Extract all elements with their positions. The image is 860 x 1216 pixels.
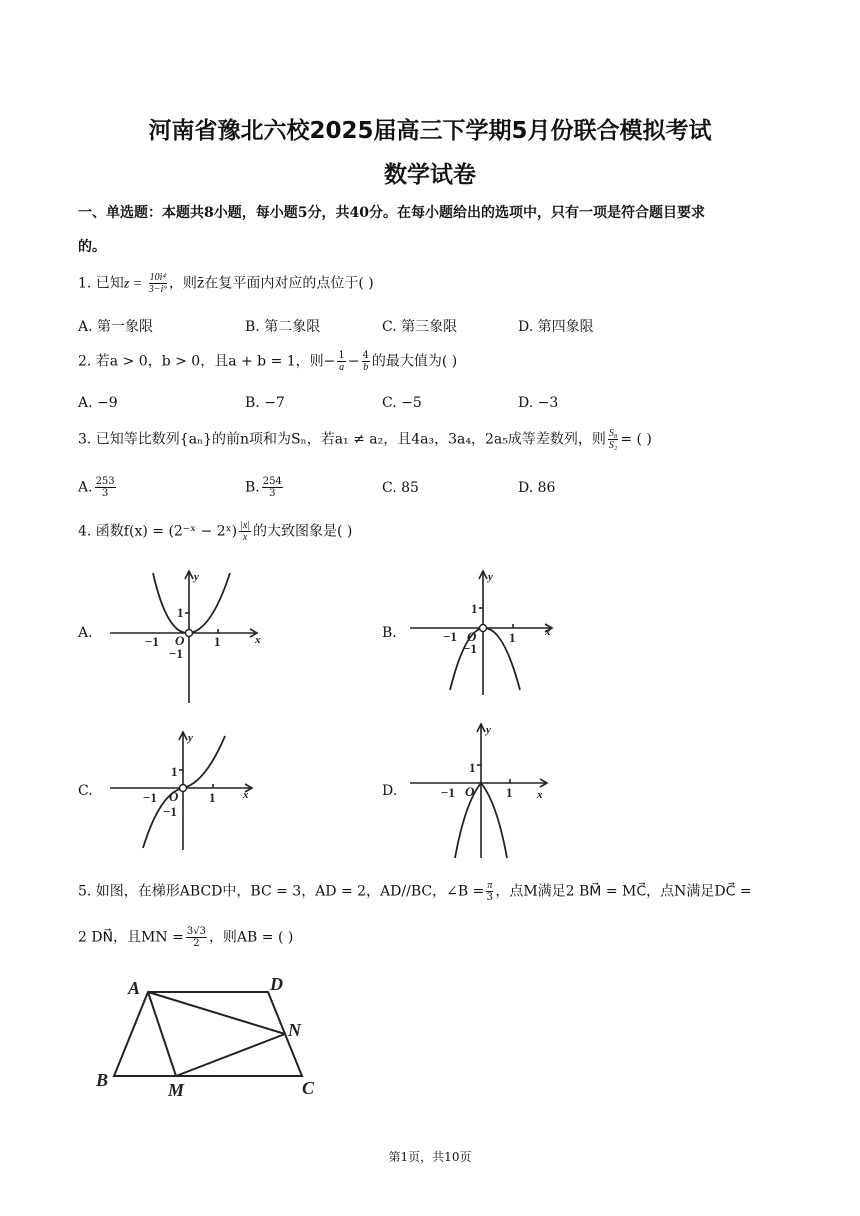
point-m-label: M	[168, 1080, 185, 1100]
question-2	[78, 350, 457, 373]
tick-one: 1	[469, 760, 476, 775]
tick-neg-one-x: −1	[145, 634, 159, 649]
tick-neg-one-x: −1	[443, 629, 457, 644]
q5-mn-fraction: $\frac{3√3}{2}$	[186, 926, 206, 949]
q2-rest: 的最大值为( )	[371, 353, 458, 370]
tick-one: 1	[471, 601, 478, 616]
q4-graph-c	[105, 728, 270, 853]
q1-option-b: B. 第二象限	[245, 319, 321, 335]
q1-z: z =	[123, 276, 143, 292]
q3-fraction: $\frac{\text{S₈}}{\text{S₂}}$	[608, 428, 618, 451]
x-label: x	[537, 789, 543, 801]
open-point	[480, 625, 487, 632]
tick-one-x: 1	[214, 634, 221, 649]
q2-minus: −	[347, 353, 360, 370]
x-label: x	[255, 634, 261, 646]
tick-neg-one: −1	[163, 804, 177, 819]
q2-fraction-1: $\frac{1}{a}$	[338, 350, 345, 373]
tick-neg-one-x: −1	[441, 785, 455, 800]
q1-option-d: D. 第四象限	[518, 319, 594, 335]
q3-option-a-fraction: $\frac{253}{3}$	[95, 476, 115, 499]
curve	[153, 573, 230, 633]
point-b-label: B	[96, 1070, 109, 1090]
q3-option-b: B. $\frac{254}{3}$	[245, 476, 282, 499]
q4-rest: 的大致图象是( )	[253, 523, 353, 540]
origin-label: O	[467, 629, 477, 644]
y-label: y	[188, 732, 193, 744]
question-1	[78, 272, 374, 295]
tick-one-x: 1	[509, 630, 516, 645]
tick-neg-one: −1	[169, 646, 183, 661]
point-c-label: C	[302, 1078, 315, 1098]
q3-prefix: 3. 已知等比数列{aₙ}的前n项和为Sₙ，若a₁ ≠ a₂，且4a₃，3a₄，2a₅成等差数列，则	[78, 431, 606, 448]
q5-trapezoid-figure	[90, 970, 330, 1100]
point-a-label: A	[128, 978, 141, 998]
q4-fraction: $\frac{|x|}{x}$	[240, 520, 251, 543]
q2-prefix: 2. 若a > 0，b > 0，且a + b = 1，则−	[78, 353, 336, 370]
point-n-label: N	[288, 1020, 301, 1040]
q4-option-b-label: B.	[382, 625, 397, 641]
section-heading-line2: 的。	[78, 239, 106, 255]
question-5-line1	[78, 880, 752, 903]
tick-neg-one: −1	[463, 641, 477, 656]
tick-one-x: 1	[209, 790, 216, 805]
q5-line2-prefix: 2 DN⃗，且MN =	[78, 929, 184, 946]
page-title: 河南省豫北六校2025届高三下学期5月份联合模拟考试	[148, 118, 712, 144]
q1-option-a: A. 第一象限	[78, 319, 154, 335]
open-point	[180, 785, 187, 792]
q2-option-d: D. −3	[518, 395, 559, 411]
q3-rest: = ( )	[620, 431, 652, 448]
q5-line1-prefix: 5. 如图，在梯形ABCD中，BC = 3，AD = 2，AD//BC，∠B =	[78, 883, 485, 900]
q1-prefix: 1. 已知	[78, 275, 124, 292]
tick-one-x: 1	[506, 785, 513, 800]
q4-prefix: 4. 函数f(x) = (2⁻ˣ − 2ˣ)	[78, 523, 238, 540]
q2-option-a: A. −9	[78, 395, 118, 411]
q1-option-c: C. 第三象限	[382, 319, 458, 335]
q3-option-b-fraction: $\frac{254}{3}$	[262, 476, 282, 499]
q5-angle-fraction: $\frac{\pi}{3}$	[486, 880, 493, 903]
y-label: y	[486, 724, 491, 736]
x-label: x	[545, 626, 551, 638]
open-point	[186, 630, 193, 637]
tick-one: 1	[171, 764, 178, 779]
q4-graph-d	[405, 718, 565, 863]
point-d-label: D	[270, 974, 283, 994]
q3-option-c: C. 85	[382, 480, 419, 496]
origin-label: O	[465, 784, 475, 799]
q5-line1-rest: ，点M满足2 BM⃗ = MC⃗，点N满足DC⃗ =	[495, 883, 752, 900]
q4-option-a-label: A.	[78, 625, 93, 641]
y-label: y	[488, 571, 493, 583]
origin-label: O	[169, 789, 179, 804]
segment-am	[148, 992, 176, 1076]
segment-an	[148, 992, 285, 1034]
question-5-line2	[78, 926, 293, 949]
q3-option-a: A. $\frac{253}{3}$	[78, 476, 115, 499]
q1-fraction: $\frac{\text{10i⁴}}{\text{3−i⁹}}$	[148, 272, 167, 295]
q2-option-c: C. −5	[382, 395, 422, 411]
q4-option-d-label: D.	[382, 783, 398, 799]
q2-option-b: B. −7	[245, 395, 285, 411]
q4-graph-b	[405, 565, 565, 700]
y-label: y	[194, 571, 199, 583]
q2-fraction-2: $\frac{4}{b}$	[362, 350, 369, 373]
q5-line2-rest: ，则AB = ( )	[208, 929, 294, 946]
tick-neg-one-x: −1	[143, 790, 157, 805]
page-footer: 第1页，共10页	[388, 1150, 472, 1164]
question-3	[78, 428, 652, 451]
section-heading-line1: 一、单选题：本题共8小题，每小题5分，共40分。在每小题给出的选项中，只有一项是符合题目要求	[78, 205, 705, 221]
page-subtitle: 数学试卷	[384, 162, 476, 188]
x-label: x	[243, 789, 249, 801]
tick-one: 1	[177, 605, 184, 620]
question-4	[78, 520, 352, 543]
q3-option-d: D. 86	[518, 480, 556, 496]
segment-mn	[176, 1034, 285, 1076]
q4-graph-a	[105, 565, 270, 705]
q4-option-c-label: C.	[78, 783, 93, 799]
origin-label: O	[175, 633, 185, 648]
q1-rest: ，则z̄在复平面内对应的点位于( )	[168, 275, 374, 292]
